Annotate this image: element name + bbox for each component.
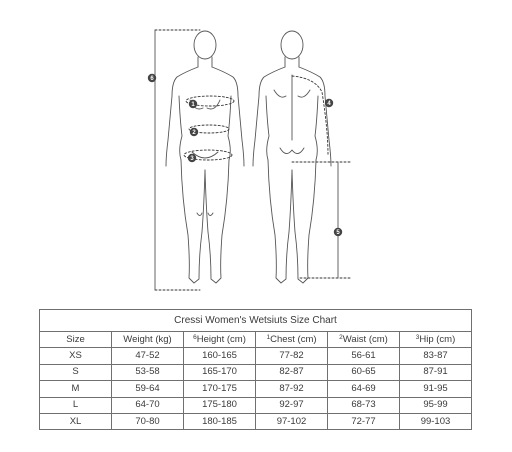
cell-height: 165-170 xyxy=(184,364,256,380)
inseam-guide-lines xyxy=(292,162,350,278)
header-chest: $^1$Chest (cm) xyxy=(256,332,328,348)
cell-chest: 87-92 xyxy=(256,381,328,397)
header-weight: Weight (kg) xyxy=(112,332,184,348)
arm-measure-line xyxy=(292,76,328,155)
svg-text:4: 4 xyxy=(327,101,331,108)
table-row xyxy=(40,381,472,397)
table-row xyxy=(40,348,472,364)
cell-size: XL xyxy=(40,413,112,429)
cell-height: 170-175 xyxy=(184,381,256,397)
cell-hip: 87-91 xyxy=(400,364,472,380)
cell-size: XS xyxy=(40,348,112,364)
cell-size: M xyxy=(40,381,112,397)
table-row xyxy=(40,364,472,380)
cell-waist: 68-73 xyxy=(328,397,400,413)
cell-chest: 97-102 xyxy=(256,413,328,429)
cell-chest: 92-97 xyxy=(256,397,328,413)
svg-text:5: 5 xyxy=(336,230,340,237)
header-height: $^6$Height (cm) xyxy=(184,332,256,348)
svg-text:6: 6 xyxy=(150,76,154,83)
cell-size: S xyxy=(40,364,112,380)
cell-height: 180-185 xyxy=(184,413,256,429)
back-body-outline xyxy=(253,31,331,283)
cell-weight: 53-58 xyxy=(112,364,184,380)
cell-waist: 72-77 xyxy=(328,413,400,429)
header-row xyxy=(40,332,472,348)
svg-text:2: 2 xyxy=(192,130,196,137)
size-chart-table xyxy=(39,309,472,430)
cell-hip: 83-87 xyxy=(400,348,472,364)
header-hip: $^3$Hip (cm) xyxy=(400,332,472,348)
cell-hip: 99-103 xyxy=(400,413,472,429)
cell-height: 175-180 xyxy=(184,397,256,413)
header-size: Size xyxy=(40,332,112,348)
cell-hip: 91-95 xyxy=(400,381,472,397)
cell-weight: 47-52 xyxy=(112,348,184,364)
cell-weight: 70-80 xyxy=(112,413,184,429)
marker-2 xyxy=(190,128,198,136)
cell-size: L xyxy=(40,397,112,413)
cell-hip: 95-99 xyxy=(400,397,472,413)
table-row xyxy=(40,397,472,413)
table-title: Cressi Women's Wetsiuts Size Chart xyxy=(40,310,472,332)
marker-6 xyxy=(148,74,156,82)
cell-waist: 64-69 xyxy=(328,381,400,397)
svg-text:3: 3 xyxy=(190,156,194,163)
cell-chest: 77-82 xyxy=(256,348,328,364)
marker-5 xyxy=(334,228,342,236)
marker-4 xyxy=(325,99,333,107)
header-waist: $^2$Waist (cm) xyxy=(328,332,400,348)
front-body-outline xyxy=(166,31,244,283)
cell-height: 160-165 xyxy=(184,348,256,364)
table-row xyxy=(40,413,472,429)
cell-weight: 64-70 xyxy=(112,397,184,413)
marker-3 xyxy=(188,154,196,162)
cell-weight: 59-64 xyxy=(112,381,184,397)
cell-waist: 56-61 xyxy=(328,348,400,364)
svg-text:1: 1 xyxy=(191,102,195,109)
cell-waist: 60-65 xyxy=(328,364,400,380)
marker-1 xyxy=(189,100,197,108)
cell-chest: 82-87 xyxy=(256,364,328,380)
